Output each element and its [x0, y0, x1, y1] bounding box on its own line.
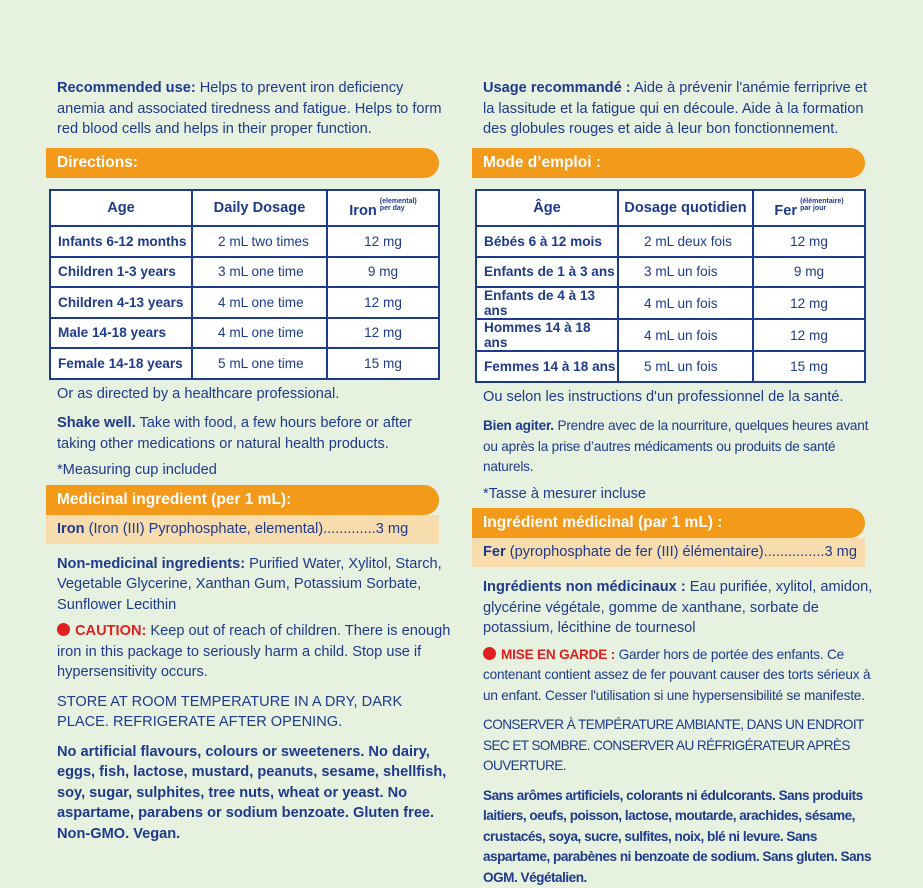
dose-cell: 3 mL one time	[192, 257, 327, 288]
medicinal-ingredient-fr	[472, 538, 865, 567]
recommended-use-fr	[483, 78, 878, 140]
free-from-text: No artificial flavours, colours or sweeteners. No dairy, eggs, fish, lactose, mustard, peanuts, sesame, shellfish, soy, sugar, sulphites, tree nuts, wheat or yeast. No aspartame, parabens or sodium benzoate. Gluten free. Non-GMO. Vegan.	[57, 742, 452, 845]
non-medicinal-text: Purified Water, Xylitol, Starch, Vegetable Glycerine, Xanthan Gum, Potassium Sorbate, Sunflower Lecithin	[57, 556, 442, 613]
measuring-cup-note-fr: *Tasse à mesurer incluse	[483, 484, 878, 505]
dosage-table-fr	[475, 189, 866, 383]
shake-well-label-fr: Bien agiter.	[483, 418, 554, 433]
recommended-use-text: Helps to prevent iron deficiency anemia and associated tiredness and fatigue. Helps to form red blood cells and helps in their proper function.	[57, 80, 442, 137]
dose-header: Daily Dosage	[192, 190, 327, 226]
age-cell: Femmes 14 à 18 ans	[476, 351, 618, 382]
dose-cell: 4 mL un fois	[618, 319, 753, 351]
dose-cell: 4 mL one time	[192, 318, 327, 349]
table-row	[476, 351, 865, 382]
age-cell: Bébés 6 à 12 mois	[476, 226, 618, 257]
iron-cell: 15 mg	[753, 351, 865, 382]
caution-text-fr: Garder hors de portée des enfants. Ce contenant contient assez de fer pouvant causer des torts sérieux à un enfant. Cesser l'utilisation si une hypersensibilité se manifeste.	[483, 647, 870, 703]
non-medicinal-label: Non-medicinal ingredients:	[57, 556, 245, 572]
iron-header	[753, 190, 865, 226]
table-row	[50, 226, 439, 257]
shake-well	[57, 413, 452, 454]
age-cell: Infants 6-12 months	[50, 226, 192, 257]
iron-header	[327, 190, 439, 226]
caution	[57, 621, 452, 683]
iron-header-note	[380, 198, 417, 212]
age-cell: Male 14-18 years	[50, 318, 192, 349]
recommended-use	[57, 78, 452, 140]
shake-well-text-fr: Prendre avec de la nourriture, quelques heures avant ou après la prise d’autres médicaments ou produits de santé naturels.	[483, 418, 868, 474]
medicinal-heading-fr: Ingrédient médicinal (par 1 mL) :	[472, 508, 865, 538]
iron-note-elemental: (élémentaire)	[800, 198, 844, 205]
recommended-use-label-fr: Usage recommandé :	[483, 80, 631, 96]
age-header: Age	[50, 190, 192, 226]
age-header: Âge	[476, 190, 618, 226]
table-row	[50, 287, 439, 318]
iron-note-elemental: (elemental)	[380, 198, 417, 205]
medicinal-name-fr: Fer	[483, 544, 506, 560]
storage-text: STORE AT ROOM TEMPERATURE IN A DRY, DARK PLACE. REFRIGERATE AFTER OPENING.	[57, 692, 452, 733]
iron-note-per-day: per day	[380, 205, 405, 212]
table-row	[476, 319, 865, 351]
age-cell: Enfants de 4 à 13 ans	[476, 287, 618, 319]
directions-heading-fr: Mode d’emploi :	[472, 148, 865, 178]
medicinal-ingredient	[46, 515, 439, 544]
non-medicinal-text-fr: Eau purifiée, xylitol, amidon, glycérine végétale, gomme de xanthane, sorbate de potassium, lécithine de tournesol	[483, 579, 872, 636]
caution-dot-icon	[483, 647, 496, 660]
recommended-use-label: Recommended use:	[57, 80, 196, 96]
dose-header: Dosage quotidien	[618, 190, 753, 226]
medicinal-heading: Medicinal ingredient (per 1 mL):	[46, 485, 439, 515]
iron-cell: 9 mg	[753, 257, 865, 288]
table-row	[476, 257, 865, 288]
iron-header-label: Iron	[349, 203, 377, 219]
recommended-use-text-fr: Aide à prévenir l'anémie ferriprive et la lassitude et la fatigue qui en découle. Aide à la formation des globules rouges et aide à leur bon fonctionnement.	[483, 80, 867, 137]
non-medicinal-ingredients	[57, 554, 452, 616]
table-header-row	[476, 190, 865, 226]
directions-heading: Directions:	[46, 148, 439, 178]
storage-text-fr: CONSERVER À TEMPÉRATURE AMBIANTE, DANS UN ENDROIT SEC ET SOMBRE. CONSERVER AU RÉFRIGÉRATEUR APRÈS OUVERTURE.	[483, 715, 878, 777]
iron-cell: 12 mg	[753, 319, 865, 351]
iron-header-label: Fer	[774, 203, 797, 219]
dose-cell: 3 mL un fois	[618, 257, 753, 288]
table-row	[50, 257, 439, 288]
free-from-text-fr: Sans arômes artificiels, colorants ni édulcorants. Sans produits laitiers, oeufs, poisson, lactose, moutarde, arachides, sésame, crustacés, soya, sucre, sulfites, noix, blé ni levure. Sans aspartame, parabènes ni benzoate de sodium. Sans gluten. Sans OGM. Végétalien.	[483, 786, 878, 888]
or-directed-text-fr: Ou selon les instructions d'un professionnel de la santé.	[483, 387, 878, 408]
iron-cell: 9 mg	[327, 257, 439, 288]
age-cell: Hommes 14 à 18 ans	[476, 319, 618, 351]
shake-well-fr	[483, 416, 878, 478]
caution-text: Keep out of reach of children. There is enough iron in this package to seriously harm a child. Stop use if hypersensitivity occurs.	[57, 623, 450, 680]
caution-dot-icon	[57, 623, 70, 636]
caution-fr	[483, 645, 878, 707]
measuring-cup-note: *Measuring cup included	[57, 460, 452, 481]
french-column	[483, 78, 878, 888]
medicinal-text: (Iron (III) Pyrophosphate, elemental).............3 mg	[85, 521, 409, 537]
dose-cell: 2 mL two times	[192, 226, 327, 257]
dose-cell: 4 mL un fois	[618, 287, 753, 319]
shake-well-text: Take with food, a few hours before or after taking other medications or natural health products.	[57, 415, 412, 452]
caution-label: CAUTION:	[75, 623, 146, 639]
dose-cell: 5 mL un fois	[618, 351, 753, 382]
iron-cell: 12 mg	[327, 226, 439, 257]
iron-cell: 12 mg	[327, 287, 439, 318]
dose-cell: 2 mL deux fois	[618, 226, 753, 257]
iron-header-note	[800, 198, 844, 212]
medicinal-text-fr: (pyrophosphate de fer (III) élémentaire)...............3 mg	[506, 544, 857, 560]
caution-label-fr: MISE EN GARDE :	[501, 647, 615, 662]
table-row	[476, 226, 865, 257]
non-medicinal-ingredients-fr	[483, 577, 878, 639]
table-header-row	[50, 190, 439, 226]
iron-cell: 12 mg	[327, 318, 439, 349]
age-cell: Female 14-18 years	[50, 348, 192, 379]
dose-cell: 4 mL one time	[192, 287, 327, 318]
table-row	[50, 348, 439, 379]
iron-cell: 15 mg	[327, 348, 439, 379]
shake-well-label: Shake well.	[57, 415, 136, 431]
age-cell: Children 1-3 years	[50, 257, 192, 288]
table-row	[476, 287, 865, 319]
age-cell: Children 4-13 years	[50, 287, 192, 318]
medicinal-name: Iron	[57, 521, 85, 537]
iron-cell: 12 mg	[753, 226, 865, 257]
age-cell: Enfants de 1 à 3 ans	[476, 257, 618, 288]
iron-note-per-day: par jour	[800, 205, 826, 212]
iron-cell: 12 mg	[753, 287, 865, 319]
dosage-table	[49, 189, 440, 380]
dose-cell: 5 mL one time	[192, 348, 327, 379]
non-medicinal-label-fr: Ingrédients non médicinaux :	[483, 579, 686, 595]
table-row	[50, 318, 439, 349]
or-directed-text: Or as directed by a healthcare professional.	[57, 384, 452, 405]
english-column	[57, 78, 452, 844]
